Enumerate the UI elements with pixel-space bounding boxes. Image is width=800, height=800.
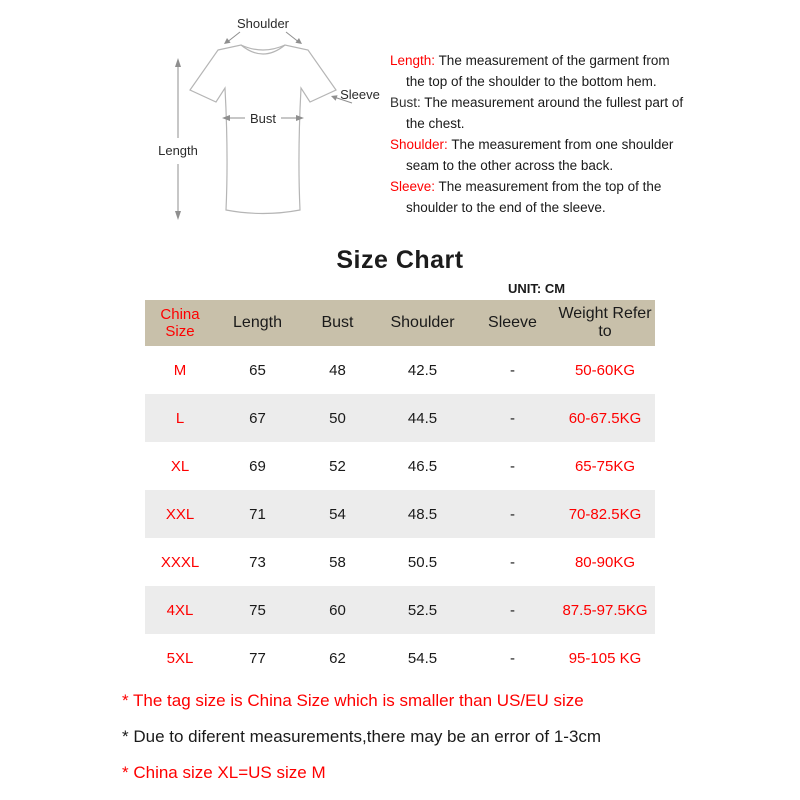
tshirt-outline bbox=[190, 45, 336, 214]
size-table-header bbox=[145, 300, 655, 346]
cell-bust: 58 bbox=[329, 553, 346, 571]
definition-shoulder-term: Shoulder: bbox=[390, 137, 448, 152]
cell-size: M bbox=[173, 361, 187, 379]
bust-diagram-label: Bust bbox=[249, 111, 277, 126]
cell-bust: 54 bbox=[329, 505, 346, 523]
cell-size: XL bbox=[170, 457, 190, 475]
cell-size: XXXL bbox=[160, 553, 200, 571]
table-row-m bbox=[145, 346, 655, 394]
cell-sleeve: - bbox=[510, 505, 515, 523]
col-header-length: Length bbox=[215, 300, 300, 346]
cell-weight: 95-105 KG bbox=[568, 649, 642, 667]
col-header-sleeve: Sleeve bbox=[470, 300, 555, 346]
cell-shoulder: 52.5 bbox=[407, 601, 438, 619]
definition-bust-text: The measurement around the fullest part of the chest. bbox=[406, 95, 684, 131]
cell-shoulder: 44.5 bbox=[407, 409, 438, 427]
cell-sleeve: - bbox=[510, 553, 515, 571]
cell-weight: 80-90KG bbox=[574, 553, 636, 571]
cell-length: 73 bbox=[249, 553, 266, 571]
cell-shoulder: 50.5 bbox=[407, 553, 438, 571]
cell-shoulder: 48.5 bbox=[407, 505, 438, 523]
table-row-xl bbox=[145, 442, 655, 490]
shoulder-arrowhead-left bbox=[224, 38, 231, 44]
shoulder-diagram-label: Shoulder bbox=[236, 16, 290, 31]
cell-shoulder: 54.5 bbox=[407, 649, 438, 667]
col-header-shoulder: Shoulder bbox=[375, 300, 470, 346]
cell-size: 4XL bbox=[166, 601, 194, 619]
table-row-xxxl bbox=[145, 538, 655, 586]
length-arrowhead-top bbox=[175, 58, 181, 67]
cell-weight: 70-82.5KG bbox=[568, 505, 642, 523]
measurement-definitions bbox=[390, 50, 692, 218]
size-table-body bbox=[145, 346, 655, 682]
note-tag-size: * The tag size is China Size which is smaller than US/EU size bbox=[122, 691, 584, 710]
page-title: Size Chart bbox=[336, 246, 464, 274]
cell-size: 5XL bbox=[166, 649, 194, 667]
definition-bust-term: Bust: bbox=[390, 95, 421, 110]
cell-bust: 52 bbox=[329, 457, 346, 475]
cell-weight: 65-75KG bbox=[574, 457, 636, 475]
cell-length: 69 bbox=[249, 457, 266, 475]
definition-length-term: Length: bbox=[390, 53, 436, 68]
definition-shoulder-text: The measurement from one shoulder seam to the other across the back. bbox=[406, 137, 674, 173]
definition-bust bbox=[390, 92, 692, 134]
cell-sleeve: - bbox=[510, 457, 515, 475]
table-row-5xl bbox=[145, 634, 655, 682]
cell-bust: 60 bbox=[329, 601, 346, 619]
size-table bbox=[145, 300, 655, 682]
length-diagram-label: Length bbox=[158, 143, 198, 158]
cell-length: 65 bbox=[249, 361, 266, 379]
tshirt-outline-group bbox=[190, 45, 336, 214]
definition-length-text: The measurement of the garment from the top of the shoulder to the bottom hem. bbox=[406, 53, 670, 89]
table-row-l bbox=[145, 394, 655, 442]
cell-size: XXL bbox=[165, 505, 195, 523]
col-header-bust: Bust bbox=[300, 300, 375, 346]
header-row bbox=[145, 300, 655, 346]
cell-bust: 62 bbox=[329, 649, 346, 667]
unit-label: UNIT: CM bbox=[508, 281, 566, 296]
table-row-xxl bbox=[145, 490, 655, 538]
cell-size: L bbox=[175, 409, 185, 427]
cell-shoulder: 46.5 bbox=[407, 457, 438, 475]
note-size-conversion: * China size XL=US size M bbox=[122, 763, 326, 782]
dimension-marks bbox=[175, 32, 352, 220]
definition-sleeve bbox=[390, 176, 692, 218]
cell-length: 71 bbox=[249, 505, 266, 523]
sleeve-diagram-label: Sleeve bbox=[340, 87, 380, 102]
cell-weight: 60-67.5KG bbox=[568, 409, 642, 427]
definition-sleeve-term: Sleeve: bbox=[390, 179, 436, 194]
cell-length: 75 bbox=[249, 601, 266, 619]
cell-bust: 50 bbox=[329, 409, 346, 427]
col-header-weight: Weight Refer to bbox=[555, 300, 655, 346]
cell-sleeve: - bbox=[510, 409, 515, 427]
col-header-china-size: China Size bbox=[145, 300, 215, 346]
definition-shoulder bbox=[390, 134, 692, 176]
cell-length: 77 bbox=[249, 649, 266, 667]
footnotes bbox=[122, 690, 742, 798]
length-arrowhead-bottom bbox=[175, 211, 181, 220]
cell-bust: 48 bbox=[329, 361, 346, 379]
cell-shoulder: 42.5 bbox=[407, 361, 438, 379]
shoulder-arrowhead-right bbox=[295, 38, 302, 44]
cell-length: 67 bbox=[249, 409, 266, 427]
cell-weight: 87.5-97.5KG bbox=[562, 601, 648, 619]
cell-weight: 50-60KG bbox=[574, 361, 636, 379]
cell-sleeve: - bbox=[510, 649, 515, 667]
tshirt-diagram bbox=[148, 6, 398, 238]
definition-length bbox=[390, 50, 692, 92]
note-measurement-error: * Due to diferent measurements,there may be an error of 1-3cm bbox=[122, 727, 602, 746]
table-row-4xl bbox=[145, 586, 655, 634]
cell-sleeve: - bbox=[510, 601, 515, 619]
definition-sleeve-text: The measurement from the top of the shoulder to the end of the sleeve. bbox=[406, 179, 662, 215]
cell-sleeve: - bbox=[510, 361, 515, 379]
